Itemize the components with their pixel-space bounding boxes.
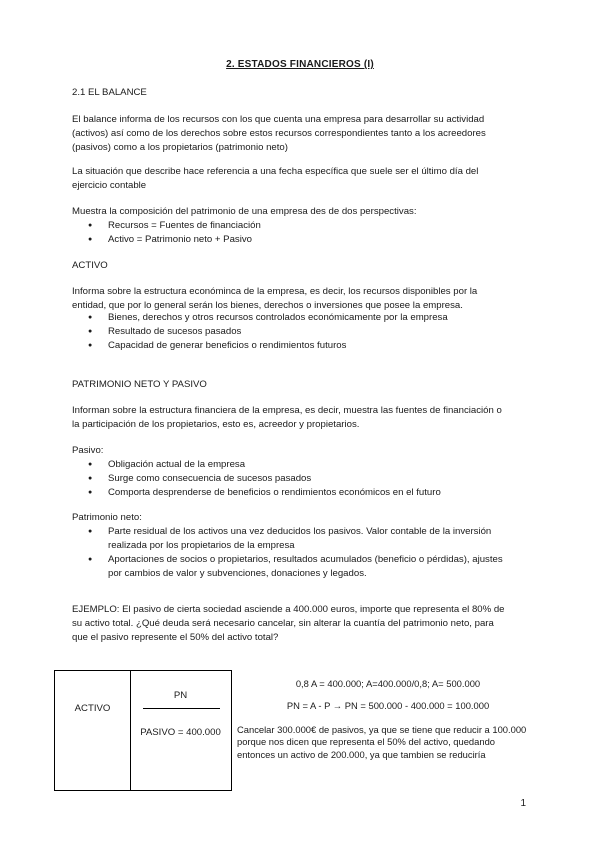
table-cell-pasivo: PASIVO = 400.000 (140, 727, 221, 738)
list-item: ● Activo = Patrimonio neto + Pasivo (72, 233, 532, 247)
text-line: Informa sobre la estructura económinca de la empresa, es decir, los recursos disponibles por la (72, 286, 478, 297)
text-line: ● Aportaciones de socios o propietarios, resultados acumulados (beneficio o pérdidas), ajustes (108, 553, 503, 565)
page-title: 2. ESTADOS FINANCIEROS (I) (226, 59, 374, 70)
text-line: Informan sobre la estructura financiera de la empresa, es decir, muestra las fuentes de financiación o (72, 405, 502, 416)
table-separator (143, 708, 220, 709)
balance-bullet-list (72, 219, 532, 247)
page-number: 1 (520, 798, 526, 809)
table-cell-activo: ACTIVO (74, 703, 111, 714)
list-item: ● Surge como consecuencia de sucesos pasados (72, 472, 532, 486)
pn-label: Patrimonio neto: (72, 512, 142, 523)
balance-paragraph-1 (72, 113, 532, 155)
pn-paragraph (72, 404, 532, 432)
activo-bullet-list (72, 311, 532, 353)
table-cell-pn: PN (173, 690, 188, 701)
text-line: que el pasivo represente el 50% del activo total? (72, 631, 279, 643)
text-line: ejercicio contable (72, 179, 147, 191)
activo-paragraph (72, 285, 532, 313)
text-line: (activos) así como de los derechos sobre estos recursos correspondientes tanto a los acreedores (72, 127, 486, 139)
text-line: ● Parte residual de los activos una vez deducidos los pasivos. Valor contable de la inversión (108, 526, 492, 537)
calc-line-2: PN = A - P → PN = 500.000 - 400.000 = 100.000 (286, 700, 490, 711)
balance-paragraph-3: Muestra la composición del patrimonio de una empresa des de dos perspectivas: (72, 206, 417, 217)
text-line: su activo total. ¿Qué deuda será necesario cancelar, sin alterar la cuantía del patrimonio neto, para (72, 617, 494, 629)
list-item (72, 525, 532, 553)
example-paragraph (72, 603, 532, 645)
calc-explanation (237, 724, 557, 761)
pn-bullet-list (72, 525, 532, 581)
text-line: Cancelar 300.000€ de pasivos, ya que se tiene que reducir a 100.000 (237, 724, 527, 735)
list-item: ● Bienes, derechos y otros recursos controlados económicamente por la empresa (72, 311, 532, 325)
text-line: EJEMPLO: El pasivo de cierta sociedad asciende a 400.000 euros, importe que representa el 80% de (72, 604, 505, 615)
text-line: porque nos dicen que representa el 50% del activo, quedando (237, 736, 496, 748)
list-item: ● Obligación actual de la empresa (72, 458, 532, 472)
text-line: entonces un activo de 200.000, ya que tambien se reduciría (237, 748, 486, 760)
section-heading-balance: 2.1 EL BALANCE (72, 87, 147, 98)
section-heading-pn: PATRIMONIO NETO Y PASIVO (72, 379, 207, 390)
list-item: ● Resultado de sucesos pasados (72, 325, 532, 339)
pasivo-bullet-list (72, 458, 532, 500)
balance-paragraph-2 (72, 165, 532, 193)
text-line: El balance informa de los recursos con los que cuenta una empresa para desarrollar su actividad (72, 114, 485, 125)
list-item: ● Capacidad de generar beneficios o rendimientos futuros (72, 339, 532, 353)
text-line: (pasivos) como a los propietarios (patrimonio neto) (72, 141, 288, 153)
section-heading-activo: ACTIVO (72, 260, 108, 271)
list-item (72, 553, 532, 581)
list-item: ● Comporta desprenderse de beneficios o rendimientos económicos en el futuro (72, 486, 532, 500)
text-line: realizada por los propietarios de la empresa (108, 539, 295, 551)
pasivo-label: Pasivo: (72, 445, 104, 456)
calc-line-1: 0,8 A = 400.000; A=400.000/0,8; A= 500.000 (295, 678, 481, 689)
text-line: entidad, que por lo general serán los bienes, derechos o inversiones que posee la empresa. (72, 299, 463, 311)
text-line: la participación de los propietarios, esto es, acreedor y propietarios. (72, 418, 360, 430)
text-line: La situación que describe hace referencia a una fecha específica que suele ser el último día del (72, 166, 479, 177)
text-line: por cambios de valor y subvenciones, donaciones y legados. (108, 567, 367, 579)
list-item: ● Recursos = Fuentes de financiación (72, 219, 532, 233)
